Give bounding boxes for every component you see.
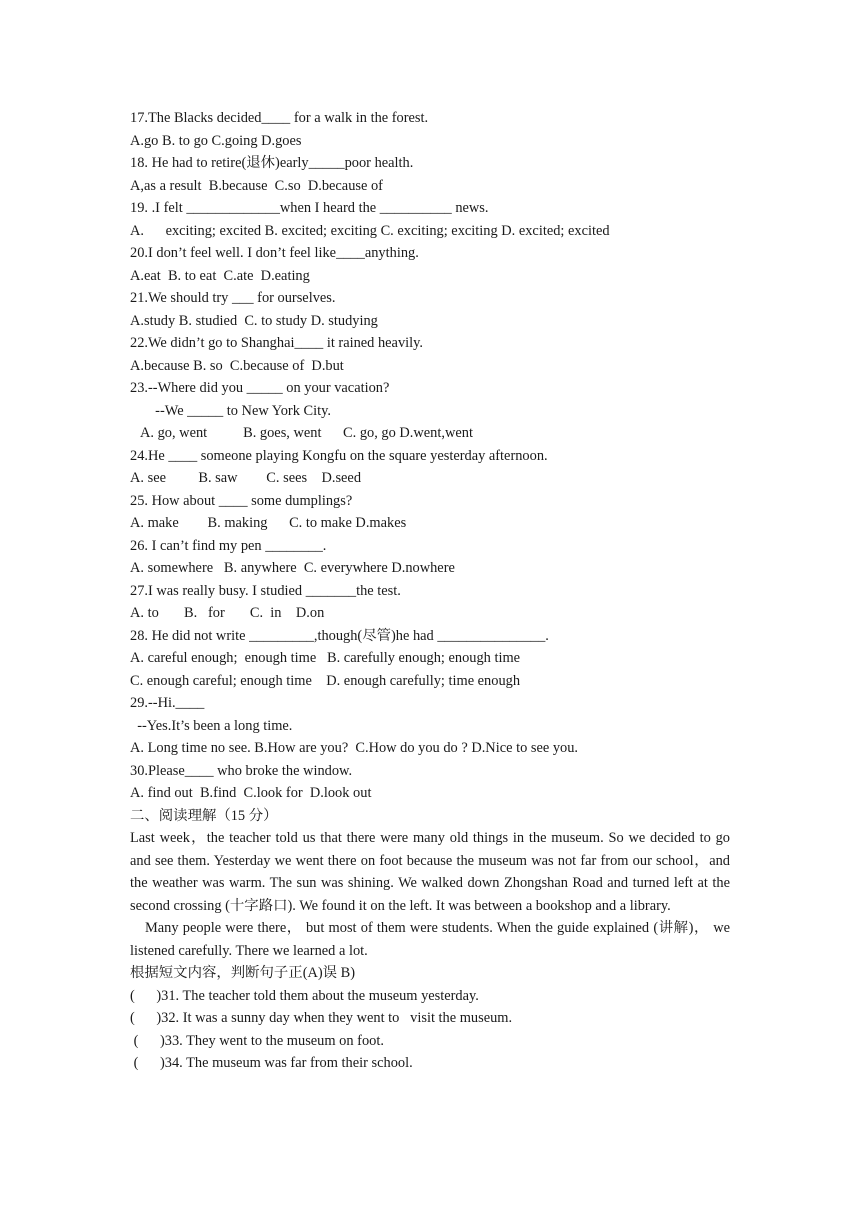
question-22-stem: 22.We didn’t go to Shanghai____ it rained heavily. <box>130 335 423 351</box>
judgment-item-32: ( )32. It was a sunny day when they went to visit the museum. <box>130 1010 513 1026</box>
question-18-options: A,as a result B.because C.so D.because of <box>130 177 383 194</box>
question-27-stem: 27.I was really busy. I studied _______the test. <box>130 582 401 599</box>
question-21-options: A.study B. studied C. to study D. studying <box>130 312 378 329</box>
reading-passage-paragraph-1: Last week，the teacher told us that there were many old things in the museum. So we decided to go and see them. Yesterday we went there on foot because the museum was not far from our school，and the weather was warm. The sun was shining. We walked down Zhongshan Road and turned left at the second crossing (十字路口). We found it on the left. It was between a bookshop and a library. <box>130 830 730 914</box>
question-25-options: A. make B. making C. to make D.makes <box>130 515 407 531</box>
judgment-instruction: 根据短文内容，判断句子正(A)误 B) <box>130 965 356 981</box>
question-29-options: A. Long time no see. B.How are you? C.How do you do ? D.Nice to see you. <box>130 740 579 756</box>
question-26-stem: 26. I can’t find my pen ________. <box>130 537 327 554</box>
question-22-options: A.because B. so C.because of D.but <box>130 357 344 374</box>
question-21-stem: 21.We should try ___ for ourselves. <box>130 290 336 306</box>
question-28-options-cd: C. enough careful; enough time D. enough carefully; time enough <box>130 672 521 689</box>
question-23-stem: 23.--Where did you _____ on your vacation? <box>130 380 390 396</box>
question-29-stem: 29.--Hi.____ <box>130 695 205 711</box>
question-29-reply: --Yes.It’s been a long time. <box>130 717 293 734</box>
question-20-options: A.eat B. to eat C.ate D.eating <box>130 267 310 284</box>
question-30-options: A. find out B.find C.look for D.look out <box>130 785 372 801</box>
question-19-stem: 19. .I felt _____________when I heard the __________ news. <box>130 200 489 216</box>
question-27-options: A. to B. for C. in D.on <box>130 605 325 621</box>
section-heading: 二、阅读理解（15 分） <box>130 807 278 824</box>
question-18-stem: 18. He had to retire(退休)early_____poor health. <box>130 155 414 171</box>
question-23-options: A. go, went B. goes, went C. go, go D.went,went <box>130 425 473 441</box>
judgment-item-33: ( )33. They went to the museum on foot. <box>130 1032 384 1049</box>
question-30-stem: 30.Please____ who broke the window. <box>130 762 353 779</box>
judgment-item-31: ( )31. The teacher told them about the museum yesterday. <box>130 987 479 1004</box>
question-20-stem: 20.I don’t feel well. I don’t feel like____anything. <box>130 245 419 261</box>
question-24-stem: 24.He ____ someone playing Kongfu on the square yesterday afternoon. <box>130 447 548 464</box>
question-28-options-ab: A. careful enough; enough time B. carefully enough; enough time <box>130 650 521 666</box>
question-24-options: A. see B. saw C. sees D.seed <box>130 470 362 486</box>
question-28-stem: 28. He did not write _________,though(尽管)he had _______________. <box>130 627 549 644</box>
reading-passage-paragraph-2: Many people were there， but most of them were students. When the guide explained (讲解)， we listened carefully. There we learned a lot. <box>130 920 730 959</box>
document-content <box>130 107 730 1075</box>
question-23-reply: --We _____ to New York City. <box>130 402 331 419</box>
judgment-item-34: ( )34. The museum was far from their school. <box>130 1055 413 1071</box>
question-25-stem: 25. How about ____ some dumplings? <box>130 492 353 509</box>
question-26-options: A. somewhere B. anywhere C. everywhere D.nowhere <box>130 560 455 576</box>
question-19-options: A. exciting; excited B. excited; exciting C. exciting; exciting D. excited; excited <box>130 222 610 239</box>
question-17-stem: 17.The Blacks decided____ for a walk in the forest. <box>130 110 429 126</box>
question-17-options: A.go B. to go C.going D.goes <box>130 132 302 149</box>
